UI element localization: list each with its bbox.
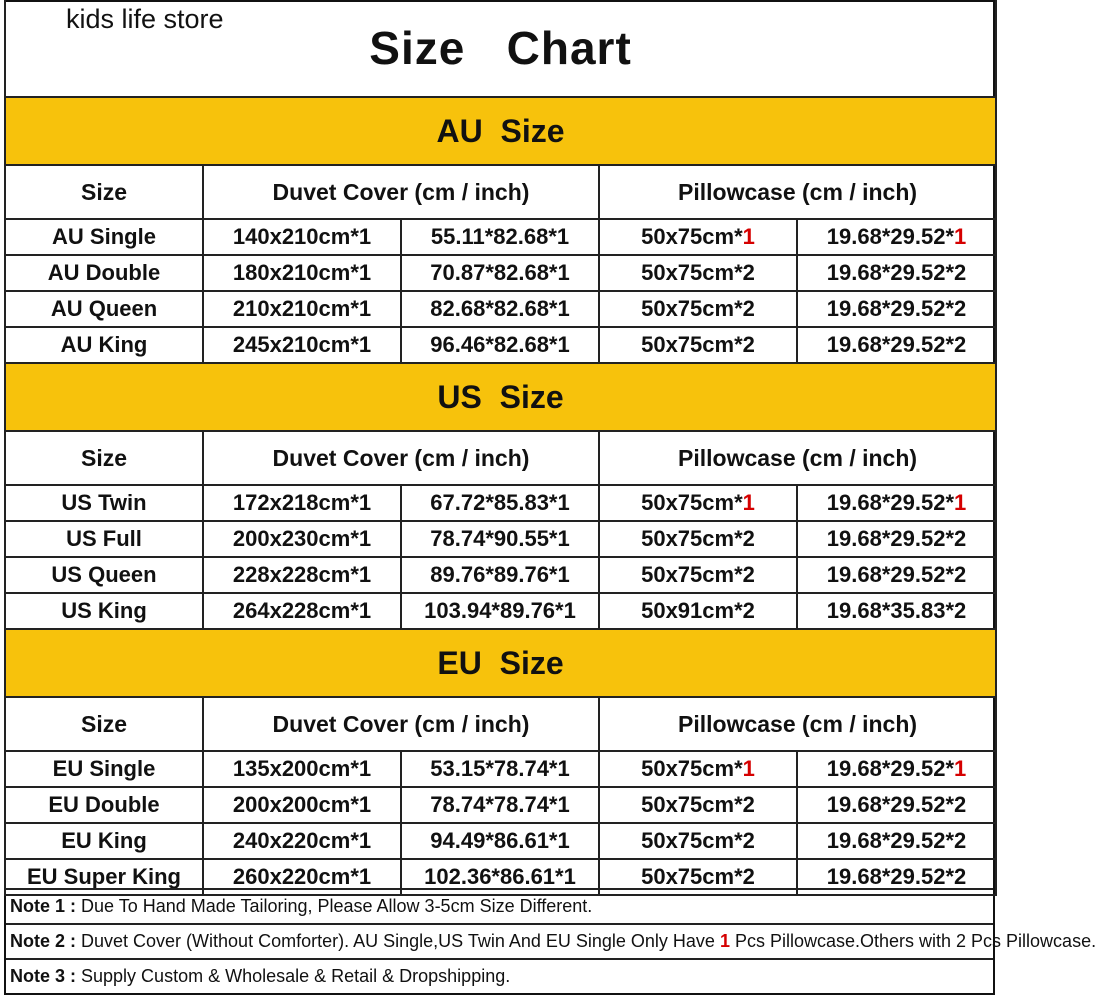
pillowcase-inch [797,521,996,557]
pillowcase-inch-size: 19.68*29.52* [826,224,955,249]
duvet-inch: 96.46*82.68*1 [401,327,599,363]
pillowcase-cm-size: 50x75cm* [641,296,743,321]
size-name: US King [5,593,203,629]
duvet-inch: 55.11*82.68*1 [401,219,599,255]
table-row [5,593,996,629]
column-header-pillowcase: Pillowcase (cm / inch) [599,431,996,485]
pillowcase-cm [599,787,797,823]
column-header-size: Size [5,431,203,485]
note-label: Note 2 : [10,931,77,951]
pillowcase-cm [599,557,797,593]
pillowcase-cm-size: 50x75cm* [641,490,743,515]
pillowcase-cm-size: 50x75cm* [641,224,743,249]
pillowcase-cm-qty: 1 [742,490,755,515]
table-row [5,219,996,255]
notes-section [6,888,1096,993]
pillowcase-inch [797,787,996,823]
note-text: Pcs Pillowcase.Others with 2 Pcs Pillowcase. [729,931,1096,951]
pillowcase-cm-size: 50x75cm* [641,792,743,817]
pillowcase-inch-size: 19.68*29.52* [826,490,955,515]
duvet-cm: 172x218cm*1 [203,485,401,521]
pillowcase-cm-size: 50x75cm* [641,562,743,587]
size-name: AU Single [5,219,203,255]
pillowcase-inch-size: 19.68*35.83* [826,598,955,623]
section-heading: EU Size [5,629,996,697]
chart-title: Size Chart [5,0,996,97]
size-name: AU Queen [5,291,203,327]
note-highlight: 1 [719,931,730,951]
pillowcase-cm-qty: 1 [742,756,755,781]
pillowcase-inch-size: 19.68*29.52* [826,332,955,357]
duvet-cm: 200x200cm*1 [203,787,401,823]
note-line [6,960,993,993]
size-name: US Queen [5,557,203,593]
pillowcase-cm-qty: 2 [742,792,755,817]
table-row [5,823,996,859]
pillowcase-cm [599,593,797,629]
pillowcase-inch-size: 19.68*29.52* [826,296,955,321]
pillowcase-inch [797,557,996,593]
duvet-cm: 140x210cm*1 [203,219,401,255]
pillowcase-inch [797,485,996,521]
pillowcase-inch-qty: 2 [954,260,967,285]
duvet-inch: 53.15*78.74*1 [401,751,599,787]
table-row [5,255,996,291]
table-row [5,751,996,787]
size-name: EU Single [5,751,203,787]
column-header-duvet: Duvet Cover (cm / inch) [203,697,599,751]
pillowcase-inch-qty: 1 [954,490,967,515]
pillowcase-inch-size: 19.68*29.52* [826,792,955,817]
duvet-inch: 70.87*82.68*1 [401,255,599,291]
pillowcase-inch [797,327,996,363]
duvet-inch: 102.36*86.61*1 [401,859,599,895]
size-name: US Full [5,521,203,557]
pillowcase-inch [797,593,996,629]
duvet-inch: 82.68*82.68*1 [401,291,599,327]
pillowcase-cm-qty: 2 [742,332,755,357]
pillowcase-inch-qty: 2 [954,332,967,357]
pillowcase-inch [797,751,996,787]
note-label: Note 1 : [10,896,77,916]
pillowcase-cm [599,327,797,363]
duvet-inch: 94.49*86.61*1 [401,823,599,859]
duvet-cm: 245x210cm*1 [203,327,401,363]
duvet-cm: 260x220cm*1 [203,859,401,895]
pillowcase-cm [599,751,797,787]
pillowcase-cm [599,291,797,327]
column-header-size: Size [5,165,203,219]
pillowcase-inch-size: 19.68*29.52* [826,562,955,587]
duvet-inch: 78.74*90.55*1 [401,521,599,557]
pillowcase-inch-qty: 2 [954,562,967,587]
duvet-cm: 200x230cm*1 [203,521,401,557]
pillowcase-inch [797,219,996,255]
pillowcase-cm [599,219,797,255]
column-header-pillowcase: Pillowcase (cm / inch) [599,165,996,219]
column-header-size: Size [5,697,203,751]
pillowcase-cm-qty: 2 [742,562,755,587]
store-name: kids life store [66,4,224,34]
note-text: Supply Custom & Wholesale & Retail & Dropshipping. [76,966,511,986]
pillowcase-inch-size: 19.68*29.52* [826,756,955,781]
duvet-inch: 78.74*78.74*1 [401,787,599,823]
size-name: EU King [5,823,203,859]
pillowcase-cm-size: 50x75cm* [641,526,743,551]
duvet-cm: 180x210cm*1 [203,255,401,291]
duvet-inch: 89.76*89.76*1 [401,557,599,593]
pillowcase-cm [599,823,797,859]
pillowcase-inch-qty: 1 [954,756,967,781]
pillowcase-cm [599,255,797,291]
pillowcase-inch-qty: 2 [954,792,967,817]
duvet-inch: 103.94*89.76*1 [401,593,599,629]
note-label: Note 3 : [10,966,77,986]
pillowcase-inch-size: 19.68*29.52* [826,864,955,889]
pillowcase-cm-size: 50x75cm* [641,756,743,781]
table-row [5,485,996,521]
pillowcase-cm-qty: 2 [742,598,755,623]
section-heading: AU Size [5,97,996,165]
pillowcase-inch-qty: 2 [954,828,967,853]
pillowcase-cm-size: 50x75cm* [641,828,743,853]
pillowcase-cm-size: 50x75cm* [641,332,743,357]
duvet-cm: 210x210cm*1 [203,291,401,327]
table-row [5,521,996,557]
duvet-cm: 264x228cm*1 [203,593,401,629]
pillowcase-inch-qty: 1 [954,224,967,249]
table-row [5,787,996,823]
column-header-duvet: Duvet Cover (cm / inch) [203,165,599,219]
table-row [5,327,996,363]
pillowcase-inch [797,291,996,327]
pillowcase-inch-qty: 2 [954,864,967,889]
pillowcase-inch-qty: 2 [954,296,967,321]
size-name: US Twin [5,485,203,521]
pillowcase-inch-size: 19.68*29.52* [826,526,955,551]
pillowcase-cm [599,521,797,557]
pillowcase-cm-size: 50x91cm* [641,598,743,623]
pillowcase-inch [797,823,996,859]
note-text: Duvet Cover (Without Comforter). AU Single,US Twin And EU Single Only Have [76,931,720,951]
pillowcase-inch-size: 19.68*29.52* [826,260,955,285]
pillowcase-inch-size: 19.68*29.52* [826,828,955,853]
pillowcase-cm-qty: 2 [742,296,755,321]
pillowcase-inch-qty: 2 [954,526,967,551]
size-name: AU King [5,327,203,363]
duvet-inch: 67.72*85.83*1 [401,485,599,521]
duvet-cm: 135x200cm*1 [203,751,401,787]
size-name: EU Double [5,787,203,823]
note-line [6,890,993,925]
pillowcase-cm-qty: 2 [742,864,755,889]
pillowcase-cm-qty: 2 [742,260,755,285]
pillowcase-cm-size: 50x75cm* [641,864,743,889]
table-row [5,557,996,593]
size-name: EU Super King [5,859,203,895]
note-text: Due To Hand Made Tailoring, Please Allow 3-5cm Size Different. [76,896,593,916]
table-row [5,291,996,327]
section-heading: US Size [5,363,996,431]
pillowcase-cm-qty: 2 [742,828,755,853]
size-name: AU Double [5,255,203,291]
pillowcase-cm-qty: 2 [742,526,755,551]
pillowcase-inch [797,255,996,291]
pillowcase-cm-size: 50x75cm* [641,260,743,285]
pillowcase-cm [599,485,797,521]
duvet-cm: 228x228cm*1 [203,557,401,593]
pillowcase-cm-qty: 1 [742,224,755,249]
pillowcase-inch-qty: 2 [954,598,967,623]
note-line [6,925,1096,960]
column-header-pillowcase: Pillowcase (cm / inch) [599,697,996,751]
duvet-cm: 240x220cm*1 [203,823,401,859]
column-header-duvet: Duvet Cover (cm / inch) [203,431,599,485]
size-chart-table [4,0,997,896]
